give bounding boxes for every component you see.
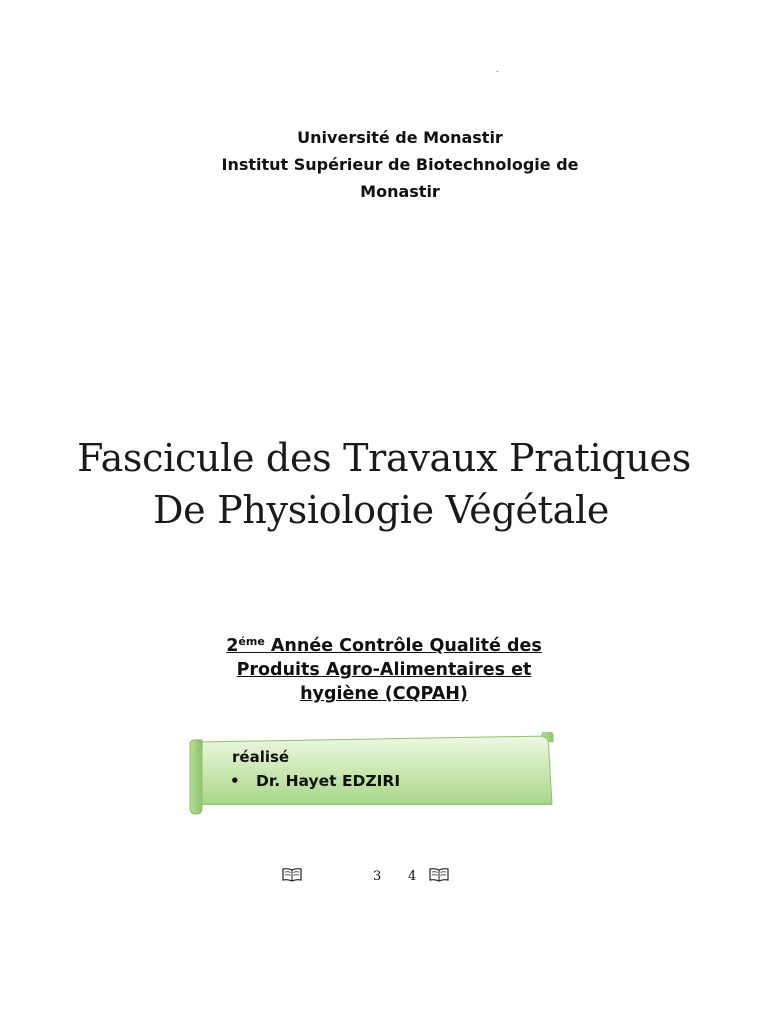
title-line2: De Physiologie Végétale [152,488,610,532]
program-line2: Produits Agro-Alimentaires et [236,660,532,680]
title-line1: Fascicule des Travaux Pratiques [77,436,691,480]
year-number: 2 [226,636,239,656]
bullet-point: • [230,772,240,790]
program-line1 [180,634,588,658]
book-icon[interactable] [429,868,449,882]
program-name [180,634,588,706]
header-mark: . [496,64,499,74]
university-name: Université de Monastir [297,128,503,147]
program-line3: hygiène (CQPAH) [300,684,468,704]
banner-heading: réalisé [232,748,290,766]
total-pages-number: 4 [408,869,417,884]
document-title [0,432,768,536]
author-scroll-banner [186,732,560,816]
institution-header [184,124,616,205]
author-name: Dr. Hayet EDZIRI [256,772,401,790]
institute-name-line1: Institut Supérieur de Biotechnologie de [221,155,579,174]
current-page-number: 3 [373,869,382,884]
year-suffix: éme [238,635,265,648]
book-icon[interactable] [282,868,302,882]
program-line1-text: Année Contrôle Qualité des [264,636,542,656]
institute-name-line2: Monastir [360,182,440,201]
page-navigation [0,866,768,890]
author-list-item [230,772,400,790]
